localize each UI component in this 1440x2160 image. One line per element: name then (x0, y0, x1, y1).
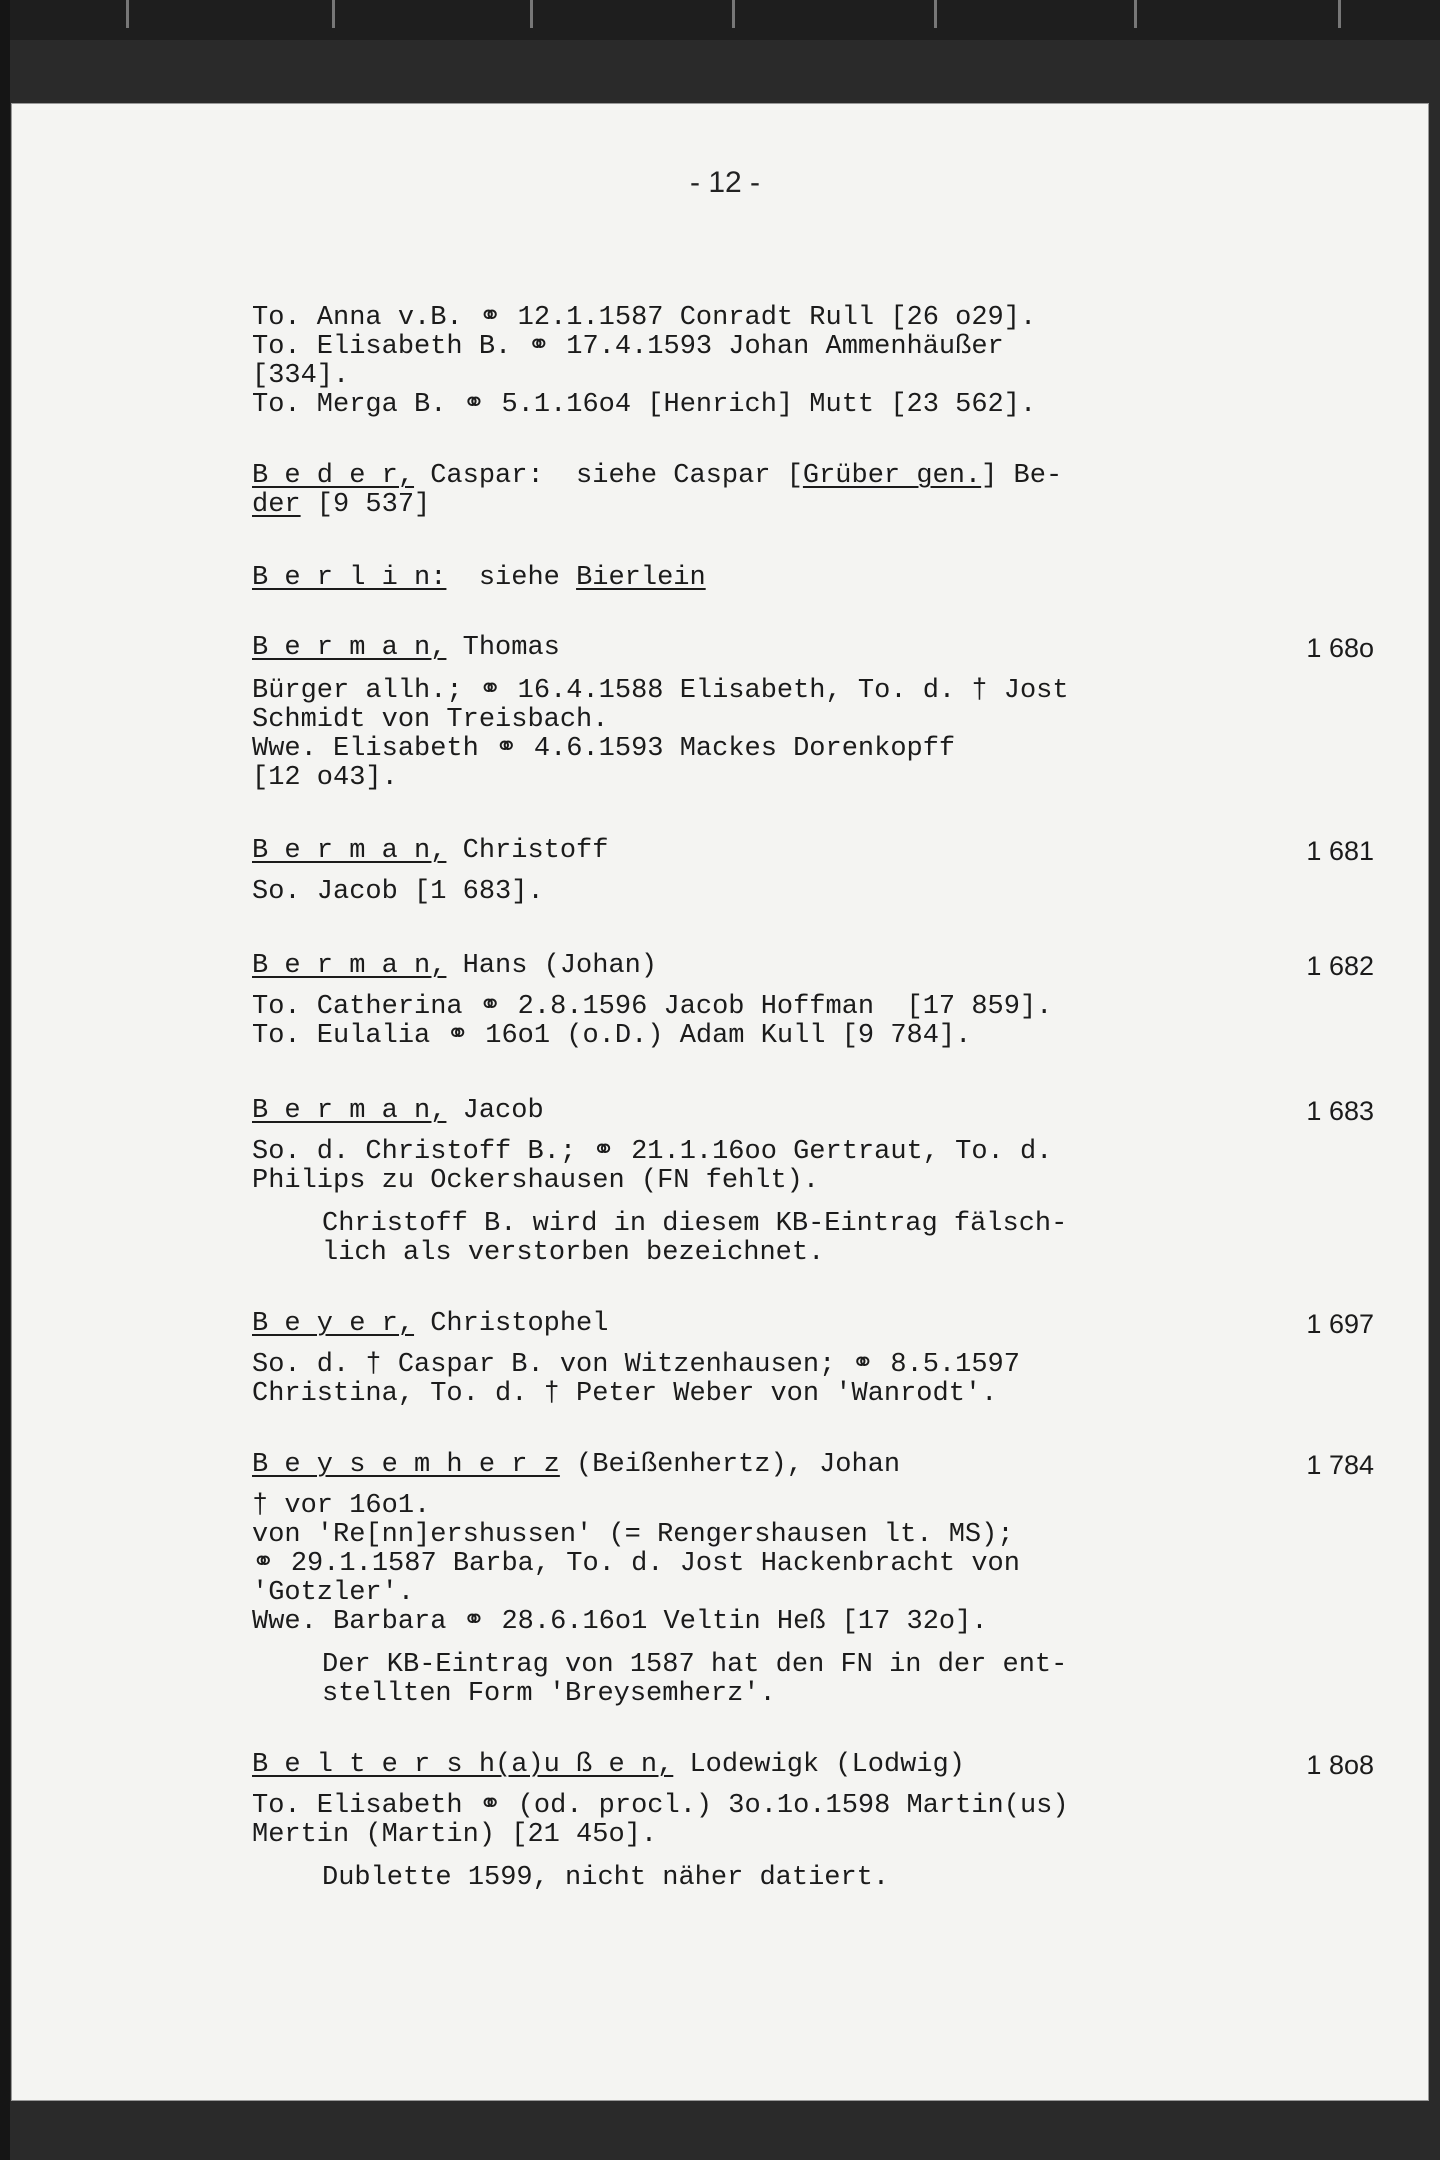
entry-heading (252, 1097, 1352, 1126)
surname: B e r l i n: (252, 563, 447, 593)
text-line (252, 564, 1352, 593)
surname: B e y s e m h e r z (252, 1450, 560, 1480)
text-line: von 'Re[nn]ershussen' (= Rengershausen lt. MS); (252, 1520, 1014, 1550)
entry-number: 1 682 (1306, 951, 1374, 981)
note-line: stellten Form 'Breysemherz'. (322, 1679, 776, 1709)
text-line: So. d. Christoff B.; ⚭ 21.1.16oo Gertraut, To. d. (252, 1137, 1053, 1167)
page-number: - 12 - (690, 166, 761, 199)
given-name: Thomas (446, 633, 560, 663)
scanner-left-edge (0, 0, 10, 2160)
cross-reference: Grüber gen. (802, 461, 982, 491)
text-line: To. Eulalia ⚭ 16o1 (o.D.) Adam Kull [9 784]. (252, 1021, 972, 1051)
entry (252, 1096, 1374, 1268)
text-line: [334]. (252, 361, 350, 391)
ruler-tick (530, 0, 533, 28)
text-line: Christina, To. d. † Peter Weber von 'Wanrodt'. (252, 1379, 998, 1409)
entry-beder (252, 462, 1352, 520)
entry-number: 1 697 (1306, 1309, 1374, 1339)
given-name: Christoff (446, 836, 609, 866)
text-line: [12 o43]. (252, 763, 398, 793)
text-line: ⚭ 29.1.1587 Barba, To. d. Jost Hackenbracht von (252, 1549, 1020, 1579)
text-line: Bürger allh.; ⚭ 16.4.1588 Elisabeth, To. d. † Jost (252, 676, 1069, 706)
text-line: Mertin (Martin) [21 45o]. (252, 1820, 658, 1850)
entry (252, 1309, 1374, 1409)
entry-number: 1 8o8 (1306, 1750, 1374, 1780)
surname: B e r m a n, (252, 951, 447, 981)
surname: B e y e r, (252, 1309, 415, 1339)
surname: B e r m a n, (252, 633, 447, 663)
surname: B e d e r, (252, 461, 415, 491)
text-line: Schmidt von Treisbach. (252, 705, 609, 735)
document-page (12, 104, 1428, 2100)
entry-heading (252, 1451, 1352, 1480)
given-name: (Beißenhertz), Johan (559, 1450, 901, 1480)
text-line: To. Catherina ⚭ 2.8.1596 Jacob Hoffman [17 859]. (252, 992, 1053, 1022)
scanner-top-strip (0, 0, 1440, 40)
text-line (252, 491, 1352, 520)
entry-heading (252, 952, 1352, 981)
text-line: Wwe. Elisabeth ⚭ 4.6.1593 Mackes Dorenkopff (252, 734, 956, 764)
entry-number: 1 683 (1306, 1096, 1374, 1126)
entry (252, 633, 1374, 793)
text-span: siehe (446, 563, 577, 593)
entry-heading (252, 1751, 1352, 1780)
entry-heading (252, 837, 1352, 866)
cross-reference: Bierlein (576, 563, 706, 593)
cross-reference: der (252, 490, 301, 520)
entry-number: 1 681 (1306, 836, 1374, 866)
note-line: Christoff B. wird in diesem KB-Eintrag fälsch- (322, 1209, 1068, 1239)
given-name: Jacob (446, 1096, 544, 1126)
entry-berlin (252, 564, 1352, 593)
note-line: lich als verstorben bezeichnet. (322, 1238, 825, 1268)
given-name: Hans (Johan) (446, 951, 658, 981)
surname: B e l t e r s h(a)u ß e n, (252, 1750, 674, 1780)
entry-heading (252, 1310, 1352, 1339)
note-line: Dublette 1599, nicht näher datiert. (322, 1863, 890, 1893)
text-line: To. Anna v.B. ⚭ 12.1.1587 Conradt Rull [26 o29]. (252, 303, 1037, 333)
ruler-tick (934, 0, 937, 28)
text-line: † vor 16o1. (252, 1491, 431, 1521)
ruler-tick (1134, 0, 1137, 28)
entry (252, 1450, 1374, 1709)
text-line: 'Gotzler'. (252, 1578, 415, 1608)
text-line: Philips zu Ockershausen (FN fehlt). (252, 1166, 820, 1196)
text-line: To. Elisabeth B. ⚭ 17.4.1593 Johan Ammenhäußer (252, 332, 1004, 362)
entry (252, 951, 1374, 1051)
given-name: Christophel (414, 1309, 609, 1339)
text-line: Wwe. Barbara ⚭ 28.6.16o1 Veltin Heß [17 32o]. (252, 1607, 988, 1637)
text-line: So. d. † Caspar B. von Witzenhausen; ⚭ 8.5.1597 (252, 1350, 1020, 1380)
ruler-tick (732, 0, 735, 28)
surname: B e r m a n, (252, 1096, 447, 1126)
ruler-tick (126, 0, 129, 28)
text-span: [9 537] (300, 490, 431, 520)
entry (252, 1750, 1374, 1893)
text-line: So. Jacob [1 683]. (252, 877, 544, 907)
ruler-tick (1338, 0, 1341, 28)
entry-continuation (252, 304, 1352, 420)
text-line: To. Elisabeth ⚭ (od. procl.) 3o.1o.1598 Martin(us) (252, 1791, 1069, 1821)
text-line (252, 462, 1352, 491)
entry-number: 1 784 (1306, 1450, 1374, 1480)
entry (252, 836, 1374, 907)
text-span: ] Be- (981, 461, 1063, 491)
given-name: Lodewigk (Lodwig) (673, 1750, 965, 1780)
surname: B e r m a n, (252, 836, 447, 866)
text-line: To. Merga B. ⚭ 5.1.16o4 [Henrich] Mutt [23 562]. (252, 390, 1037, 420)
note-line: Der KB-Eintrag von 1587 hat den FN in der ent- (322, 1650, 1068, 1680)
entry-heading (252, 634, 1352, 663)
text-span: Caspar: siehe Caspar [ (414, 461, 803, 491)
entry-number: 1 68o (1306, 633, 1374, 663)
ruler-tick (332, 0, 335, 28)
